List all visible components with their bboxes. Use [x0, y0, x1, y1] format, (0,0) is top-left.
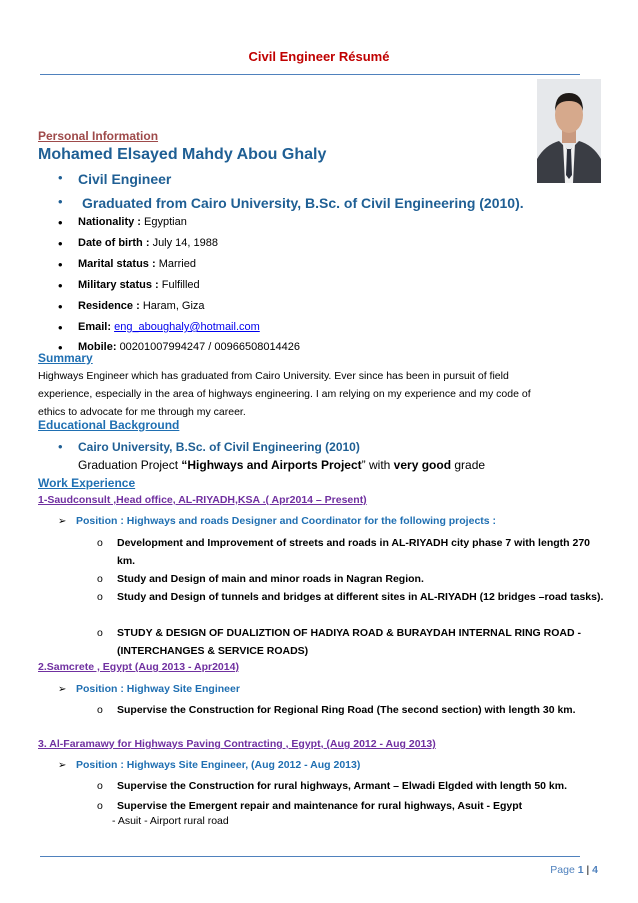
- bullet-icon: •: [58, 278, 63, 293]
- circle-bullet-icon: o: [97, 573, 103, 585]
- job-duty-continuation: - Asuit - Airport rural road: [112, 815, 229, 827]
- job-title: 1-Saudconsult ,Head office, AL-RIYADH,KSA .( Apr2014 – Present): [38, 494, 367, 506]
- job-title: 3. Al-Faramawy for Highways Paving Contracting , Egypt, (Aug 2012 - Aug 2013): [38, 738, 436, 750]
- graduation-project: Graduation Project “Highways and Airports Project” with very good grade: [78, 458, 486, 472]
- candidate-name: Mohamed Elsayed Mahdy Abou Ghaly: [38, 146, 327, 163]
- job-position: ➢ Position : Highways Site Engineer, (Aug 2012 - Aug 2013): [58, 759, 361, 771]
- profile-photo: [537, 79, 601, 183]
- bullet-icon: •: [58, 320, 63, 335]
- summary-text: Highways Engineer which has graduated from Cairo University. Ever since has been in pursuit of field experience, especially in the area of highways engineering. I am relying on my experience and my code of ethics to advocate for me through my career.: [38, 370, 531, 418]
- arrow-bullet-icon: ➢: [58, 760, 67, 771]
- document-title: Civil Engineer Résumé: [248, 49, 390, 64]
- bullet-icon: •: [58, 170, 63, 185]
- header-rule: [40, 74, 580, 75]
- email-link[interactable]: eng_aboughaly@hotmail.com: [114, 321, 260, 333]
- page-number: Page 1 | 4: [550, 864, 598, 876]
- circle-bullet-icon: o: [97, 537, 103, 549]
- circle-bullet-icon: o: [97, 704, 103, 716]
- circle-bullet-icon: o: [97, 627, 103, 639]
- circle-bullet-icon: o: [97, 780, 103, 792]
- arrow-bullet-icon: ➢: [58, 516, 67, 527]
- bullet-icon: •: [58, 236, 63, 251]
- footer-rule: [40, 856, 580, 857]
- circle-bullet-icon: o: [97, 591, 103, 603]
- bullet-icon: •: [58, 299, 63, 314]
- bullet-icon: •: [58, 194, 63, 209]
- job-position: ➢ Position : Highway Site Engineer: [58, 683, 240, 695]
- work-heading: Work Experience: [38, 476, 136, 490]
- arrow-bullet-icon: ➢: [58, 684, 67, 695]
- education-heading: Educational Background: [38, 418, 180, 432]
- bullet-icon: •: [58, 340, 63, 355]
- job-position: ➢ Position : Highways and roads Designer and Coordinator for the following projects :: [58, 515, 497, 527]
- circle-bullet-icon: o: [97, 800, 103, 812]
- bullet-icon: •: [58, 257, 63, 272]
- bullet-icon: •: [58, 439, 63, 454]
- job-title: 2.Samcrete , Egypt (Aug 2013 - Apr2014): [38, 661, 239, 673]
- bullet-icon: •: [58, 215, 63, 230]
- summary-heading: Summary: [38, 351, 93, 365]
- personal-info-heading: Personal Information: [38, 129, 159, 143]
